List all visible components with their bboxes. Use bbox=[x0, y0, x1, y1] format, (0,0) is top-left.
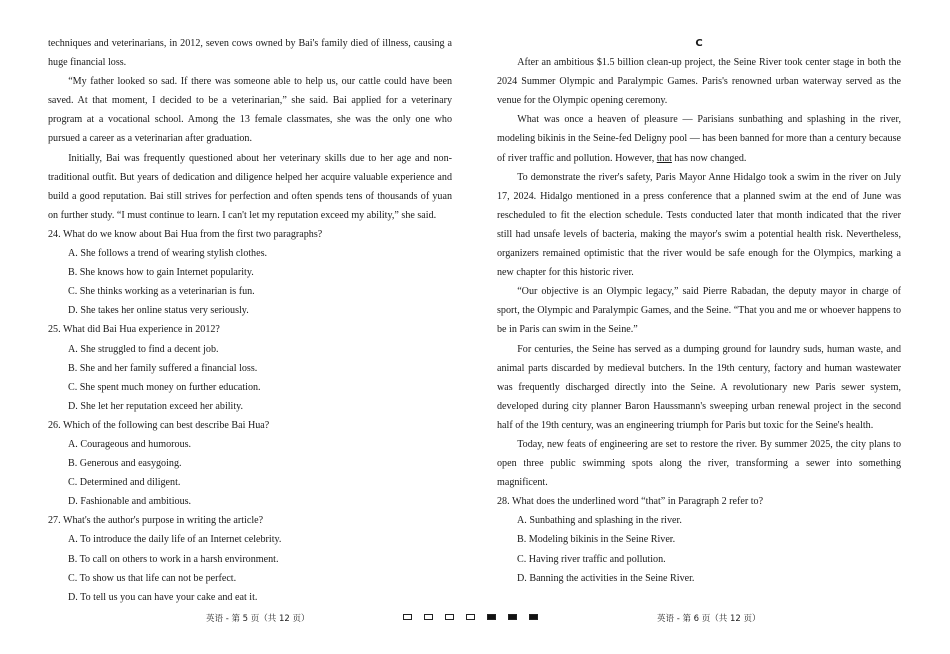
option-b: B. She and her family suffered a financial loss. bbox=[68, 362, 258, 374]
passage-paragraph: Today, new feats of engineering are set to restore the river. By summer 2025, the city plans to open three public swimming spots along the river, transforming a sewer into something magnificent. bbox=[497, 438, 901, 489]
option-a: A. To introduce the daily life of an Internet celebrity. bbox=[68, 534, 282, 546]
left-column bbox=[48, 34, 452, 607]
question-stem: 28. What does the underlined word “that” in Paragraph 2 refer to? bbox=[497, 496, 764, 508]
hollow-square-mark bbox=[424, 614, 433, 620]
option-a: A. She follows a trend of wearing stylish clothes. bbox=[68, 248, 268, 260]
paragraph-text: What was once a heaven of pleasure — Parisians sunbathing and splashing in the river, modeling bikinis in the Seine-fed Deligny pool — has been banned for more than a century because of river traffic and pollution. However, bbox=[497, 114, 901, 164]
passage-paragraph: “My father looked so sad. If there was someone able to help us, our cattle could have been saved. At that moment, I decided to be a veterinarian,” she said. Bai applied for a veterinary program at a vocational school. Among the 13 female classmates, she was the only one who pursued a career as a veterinarian after graduation. bbox=[48, 76, 452, 145]
question-27 bbox=[48, 511, 452, 606]
page-footer-left: 英语 - 第 5 页（共 12 页） bbox=[206, 614, 310, 624]
passage-paragraph: techniques and veterinarians, in 2012, seven cows owned by Bai's family died of illness, causing a huge financial loss. bbox=[48, 38, 452, 69]
option-a: A. She struggled to find a decent job. bbox=[68, 343, 219, 355]
section-heading: C bbox=[695, 38, 703, 49]
option-d: D. She let her reputation exceed her ability. bbox=[68, 400, 244, 412]
question-28 bbox=[497, 492, 901, 587]
question-25 bbox=[48, 320, 452, 415]
passage-paragraph bbox=[497, 110, 901, 167]
filled-square-mark bbox=[508, 614, 517, 620]
option-a: A. Courageous and humorous. bbox=[68, 438, 192, 450]
option-c: C. Determined and diligent. bbox=[68, 477, 181, 489]
option-d: D. To tell us you can have your cake and eat it. bbox=[68, 591, 258, 603]
filled-square-mark bbox=[487, 614, 496, 620]
passage-paragraph: For centuries, the Seine has served as a dumping ground for laundry suds, human waste, and animal parts discarded by medieval butchers. In the 19th century, factory and human wastewater was frequently discharged directly into the Seine. A revolutionary new Paris sewer system, developed during city planner Baron Haussmann's sweeping urban renewal project in the second half of the 19th century, was an engineering triumph for Paris but toxic for the Seine's health. bbox=[497, 343, 901, 431]
question-stem: 24. What do we know about Bai Hua from the first two paragraphs? bbox=[48, 228, 323, 240]
option-a: A. Sunbathing and splashing in the river. bbox=[517, 515, 682, 527]
filled-square-mark bbox=[529, 614, 538, 620]
option-d: D. Banning the activities in the Seine River. bbox=[517, 572, 695, 584]
option-d: D. Fashionable and ambitious. bbox=[68, 496, 192, 508]
question-stem: 26. Which of the following can best describe Bai Hua? bbox=[48, 419, 270, 431]
question-26 bbox=[48, 416, 452, 511]
option-c: C. Having river traffic and pollution. bbox=[517, 553, 666, 565]
option-b: B. Generous and easygoing. bbox=[68, 458, 182, 470]
paragraph-text: has now changed. bbox=[671, 152, 747, 164]
option-b: B. Modeling bikinis in the Seine River. bbox=[517, 534, 676, 546]
question-24 bbox=[48, 225, 452, 320]
option-c: C. She spent much money on further education. bbox=[68, 381, 261, 393]
option-c: C. She thinks working as a veterinarian is fun. bbox=[68, 286, 255, 298]
option-b: B. She knows how to gain Internet popularity. bbox=[68, 267, 254, 279]
option-b: B. To call on others to work in a harsh environment. bbox=[68, 553, 279, 565]
option-c: C. To show us that life can not be perfect. bbox=[68, 572, 237, 584]
hollow-square-mark bbox=[403, 614, 412, 620]
passage-paragraph: To demonstrate the river's safety, Paris Mayor Anne Hidalgo took a swim in the river on July 17, 2024. Hidalgo mentioned in a press conference that a planned swim at the end of June was rescheduled to fit the election schedule. Tests conducted later that month indicated that the river still had unsafe levels of bacteria, making the mayor's swim a potential health risk. Nevertheless, organizers remained optimistic that the river would be safe enough for the Olympics, marking a new chapter for this historic river. bbox=[497, 171, 901, 279]
right-column bbox=[497, 34, 901, 588]
hollow-square-mark bbox=[445, 614, 454, 620]
passage-paragraph: After an ambitious $1.5 billion clean-up project, the Seine River took center stage in both the 2024 Summer Olympic and Paralympic Games. Paris's renowned urban waterway served as the venue for the Olympic opening ceremony. bbox=[497, 57, 901, 107]
passage-paragraph: Initially, Bai was frequently questioned about her veterinary skills due to her age and non-traditional outfit. But years of dedication and diligence helped her acquire valuable experience and build a good reputation. Bai still strives for perfection and often spends tens of thousands of yuan on further study. “I must continue to learn. I can't let my reputation exceed my ability,” she said. bbox=[48, 152, 452, 221]
hollow-square-mark bbox=[466, 614, 475, 620]
page-footer-right: 英语 - 第 6 页（共 12 页） bbox=[657, 614, 761, 624]
underlined-word: that bbox=[656, 152, 672, 164]
question-stem: 27. What's the author's purpose in writing the article? bbox=[48, 515, 264, 527]
question-stem: 25. What did Bai Hua experience in 2012? bbox=[48, 324, 220, 336]
passage-paragraph: “Our objective is an Olympic legacy,” said Pierre Rabadan, the deputy mayor in charge of sport, the Olympic and Paralympic Games, and the Seine. “That you and me or whoever happens to be in Paris can swim in the Seine.” bbox=[497, 286, 901, 336]
alignment-marks bbox=[403, 614, 538, 620]
option-d: D. She takes her online status very seriously. bbox=[68, 305, 249, 317]
